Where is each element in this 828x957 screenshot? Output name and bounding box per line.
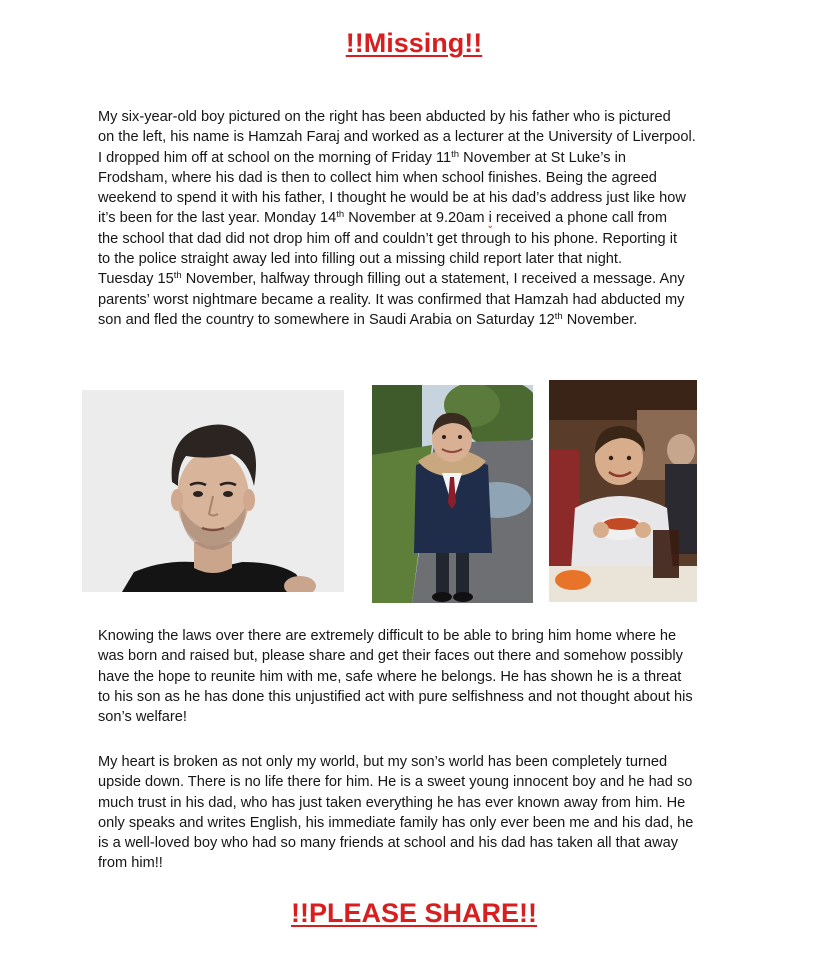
text-line	[98, 667, 738, 687]
text-line	[98, 148, 738, 168]
son-photo-outdoors	[372, 385, 533, 603]
text-run: to his son as he has done this unjustified act with pure selfishness and not thought about his	[98, 688, 693, 705]
text-run: November.	[562, 311, 638, 328]
text-run: received a phone call from	[491, 210, 668, 227]
text-run: from him!!	[98, 855, 163, 872]
ordinal-suffix: th	[451, 148, 460, 160]
text-run: I dropped him off at school on the morning of Friday 11	[98, 149, 452, 166]
paragraph-appeal	[98, 626, 738, 727]
text-run: to the police straight away led into filling out a missing child report later that night.	[98, 251, 623, 268]
text-run: have the hope to reunite him with me, safe where he belongs. He has shown he is a threat	[98, 668, 682, 685]
paragraph-abduction-account	[98, 107, 738, 330]
text-run: it’s been for the last year. Monday 14	[98, 210, 337, 227]
text-run: upside down. There is no life there for him. He is a sweet young innocent boy and he had so	[98, 774, 693, 791]
poster-title	[0, 26, 828, 60]
text-line	[98, 127, 738, 147]
text-line	[98, 646, 738, 666]
text-line	[98, 626, 738, 646]
text-run: November at St Luke’s in	[459, 149, 626, 166]
text-line	[98, 107, 738, 127]
text-run: son and fled the country to somewhere in Saudi Arabia on Saturday 12	[98, 311, 555, 328]
ordinal-suffix: th	[554, 310, 563, 322]
text-run: weekend to spend it with his father, I thought he would be at his dad’s address just like how	[98, 190, 686, 207]
text-line	[98, 208, 738, 228]
text-run: was born and raised but, please share and get their faces out there and somehow possibly	[98, 648, 683, 665]
text-line	[98, 853, 738, 873]
text-line	[98, 752, 738, 772]
please-share-banner	[0, 896, 828, 930]
please-share-text: !!PLEASE SHARE!!	[290, 898, 537, 928]
text-run: son’s welfare!	[98, 709, 187, 726]
text-line	[98, 793, 738, 813]
text-run: much trust in his dad, who has just taken everything he has ever known away from him. He	[98, 794, 686, 811]
text-line	[98, 813, 738, 833]
father-photo	[82, 390, 344, 592]
text-line	[98, 168, 738, 188]
text-line	[98, 188, 738, 208]
paragraph-heartbreak	[98, 752, 738, 874]
text-run: November at 9.20am	[344, 210, 489, 227]
text-run: the school that dad did not drop him off and couldn’t get through to his phone. Reporting it	[98, 230, 678, 247]
text-run: My heart is broken as not only my world, but my son’s world has been completely turned	[98, 754, 668, 770]
son-photo-cafe	[549, 380, 697, 602]
text-line	[98, 772, 738, 792]
text-run: My six-year-old boy pictured on the right has been abducted by his father who is pictured	[98, 109, 671, 125]
ordinal-suffix: th	[336, 209, 345, 221]
text-run: is a well-loved boy who had so many friends at school and his dad has taken all that away	[98, 835, 679, 852]
ordinal-suffix: th	[173, 270, 182, 282]
text-line	[98, 229, 738, 249]
text-line	[98, 310, 738, 330]
poster-title-text: !!Missing!!	[345, 28, 483, 58]
text-run: parents’ worst nightmare became a reality. It was confirmed that Hamzah had abducted my	[98, 291, 685, 308]
text-line	[98, 833, 738, 853]
spellcheck-marked-word: i	[488, 210, 492, 227]
text-run: Knowing the laws over there are extremely difficult to be able to bring him home where he	[98, 628, 677, 644]
text-run: on the left, his name is Hamzah Faraj and worked as a lecturer at the University of Liverpool.	[98, 129, 696, 146]
text-line	[98, 249, 738, 269]
text-run: November, halfway through filling out a statement, I received a message. Any	[181, 271, 685, 288]
text-run: Frodsham, where his dad is then to collect him when school finishes. Being the agreed	[98, 169, 657, 186]
text-line	[98, 269, 738, 289]
text-run: Tuesday 15	[98, 271, 174, 288]
text-run: only speaks and writes English, his immediate family has only ever been me and his dad, he	[98, 814, 694, 831]
text-line	[98, 707, 738, 727]
text-line	[98, 687, 738, 707]
text-line	[98, 290, 738, 310]
